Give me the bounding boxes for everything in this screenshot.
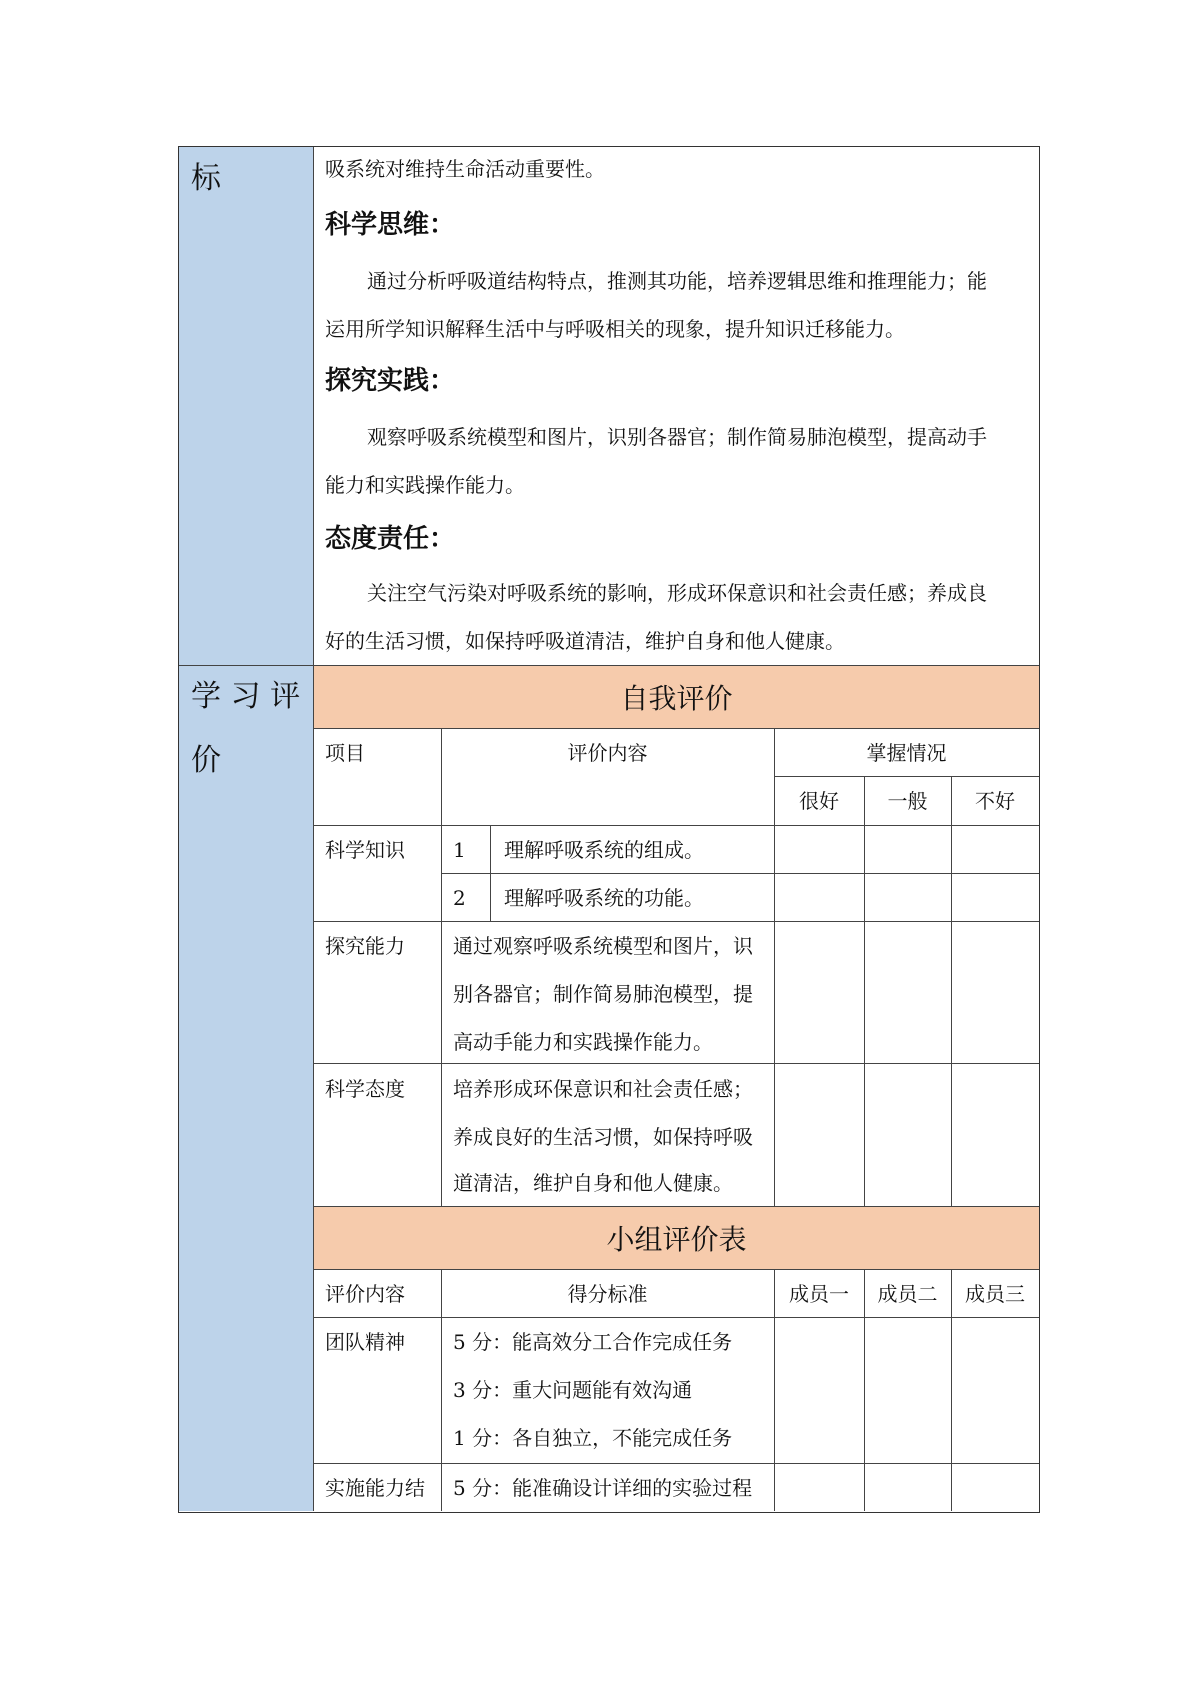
row-content-line: 别各器官；制作简易肺泡模型，提 xyxy=(453,982,753,1006)
section-heading-inquiry-practice: 探究实践： xyxy=(325,366,456,396)
evaluation-label-line2: 价 xyxy=(191,743,221,778)
group-eval-band xyxy=(314,1207,1039,1269)
section-text: 通过分析呼吸道结构特点，推测其功能，培养逻辑思维和推理能力；能 xyxy=(367,269,987,293)
section-text: 运用所学知识解释生活中与呼吸相关的现象，提升知识迁移能力。 xyxy=(325,317,905,341)
group-criteria-line: 5 分：能准确设计详细的实验过程 xyxy=(453,1476,753,1500)
row-content-line: 高动手能力和实践操作能力。 xyxy=(453,1030,713,1054)
group-eval-title: 小组评价表 xyxy=(606,1223,747,1256)
header-mastery: 掌握情况 xyxy=(866,741,947,765)
objectives-label: 标 xyxy=(191,161,221,196)
header-content: 评价内容 xyxy=(567,741,648,765)
row-number: 1 xyxy=(453,838,466,862)
header-ok: 一般 xyxy=(887,789,928,813)
objectives-intro-tail: 吸系统对维持生命活动重要性。 xyxy=(325,157,605,181)
evaluation-label-line1: 学 习 评 xyxy=(191,679,301,714)
group-row-item-implementation: 实施能力结 xyxy=(325,1476,425,1500)
row-content-line: 培养形成环保意识和社会责任感； xyxy=(453,1077,753,1101)
header-good: 很好 xyxy=(799,789,839,813)
row-content-line: 道清洁，维护自身和他人健康。 xyxy=(453,1171,733,1195)
section-text: 能力和实践操作能力。 xyxy=(325,473,525,497)
section-text: 观察呼吸系统模型和图片，识别各器官；制作简易肺泡模型，提高动手 xyxy=(367,425,987,449)
row-content: 理解呼吸系统的组成。 xyxy=(504,838,704,862)
header-bad: 不好 xyxy=(975,789,1015,813)
group-criteria-line: 3 分：重大问题能有效沟通 xyxy=(453,1378,693,1402)
row-number: 2 xyxy=(453,886,466,910)
row-item-science-knowledge: 科学知识 xyxy=(325,838,405,862)
section-text: 好的生活习惯，如保持呼吸道清洁，维护自身和他人健康。 xyxy=(325,629,845,653)
row-item-inquiry-ability: 探究能力 xyxy=(325,934,405,958)
group-row-item-team-spirit: 团队精神 xyxy=(325,1330,405,1354)
group-header-criteria: 得分标准 xyxy=(567,1282,648,1306)
group-criteria-line: 5 分：能高效分工合作完成任务 xyxy=(453,1330,733,1354)
group-header-member-1: 成员一 xyxy=(789,1282,849,1306)
lesson-plan-table xyxy=(178,146,1040,1513)
self-eval-band xyxy=(314,666,1039,728)
group-criteria-line: 1 分：各自独立，不能完成任务 xyxy=(453,1426,733,1450)
left-label-column xyxy=(179,147,313,1511)
self-eval-title: 自我评价 xyxy=(620,682,733,715)
row-content-line: 养成良好的生活习惯，如保持呼吸 xyxy=(453,1125,753,1149)
row-item-science-attitude: 科学态度 xyxy=(325,1077,405,1101)
group-header-member-2: 成员二 xyxy=(877,1282,938,1306)
group-header-content: 评价内容 xyxy=(325,1282,405,1306)
section-heading-attitude-responsibility: 态度责任： xyxy=(325,524,456,554)
section-heading-scientific-thinking: 科学思维： xyxy=(325,210,456,240)
header-item: 项目 xyxy=(325,741,365,765)
row-content: 理解呼吸系统的功能。 xyxy=(504,886,704,910)
group-header-member-3: 成员三 xyxy=(965,1282,1025,1306)
row-content-line: 通过观察呼吸系统模型和图片，识 xyxy=(453,934,753,958)
section-text: 关注空气污染对呼吸系统的影响，形成环保意识和社会责任感；养成良 xyxy=(367,581,987,605)
